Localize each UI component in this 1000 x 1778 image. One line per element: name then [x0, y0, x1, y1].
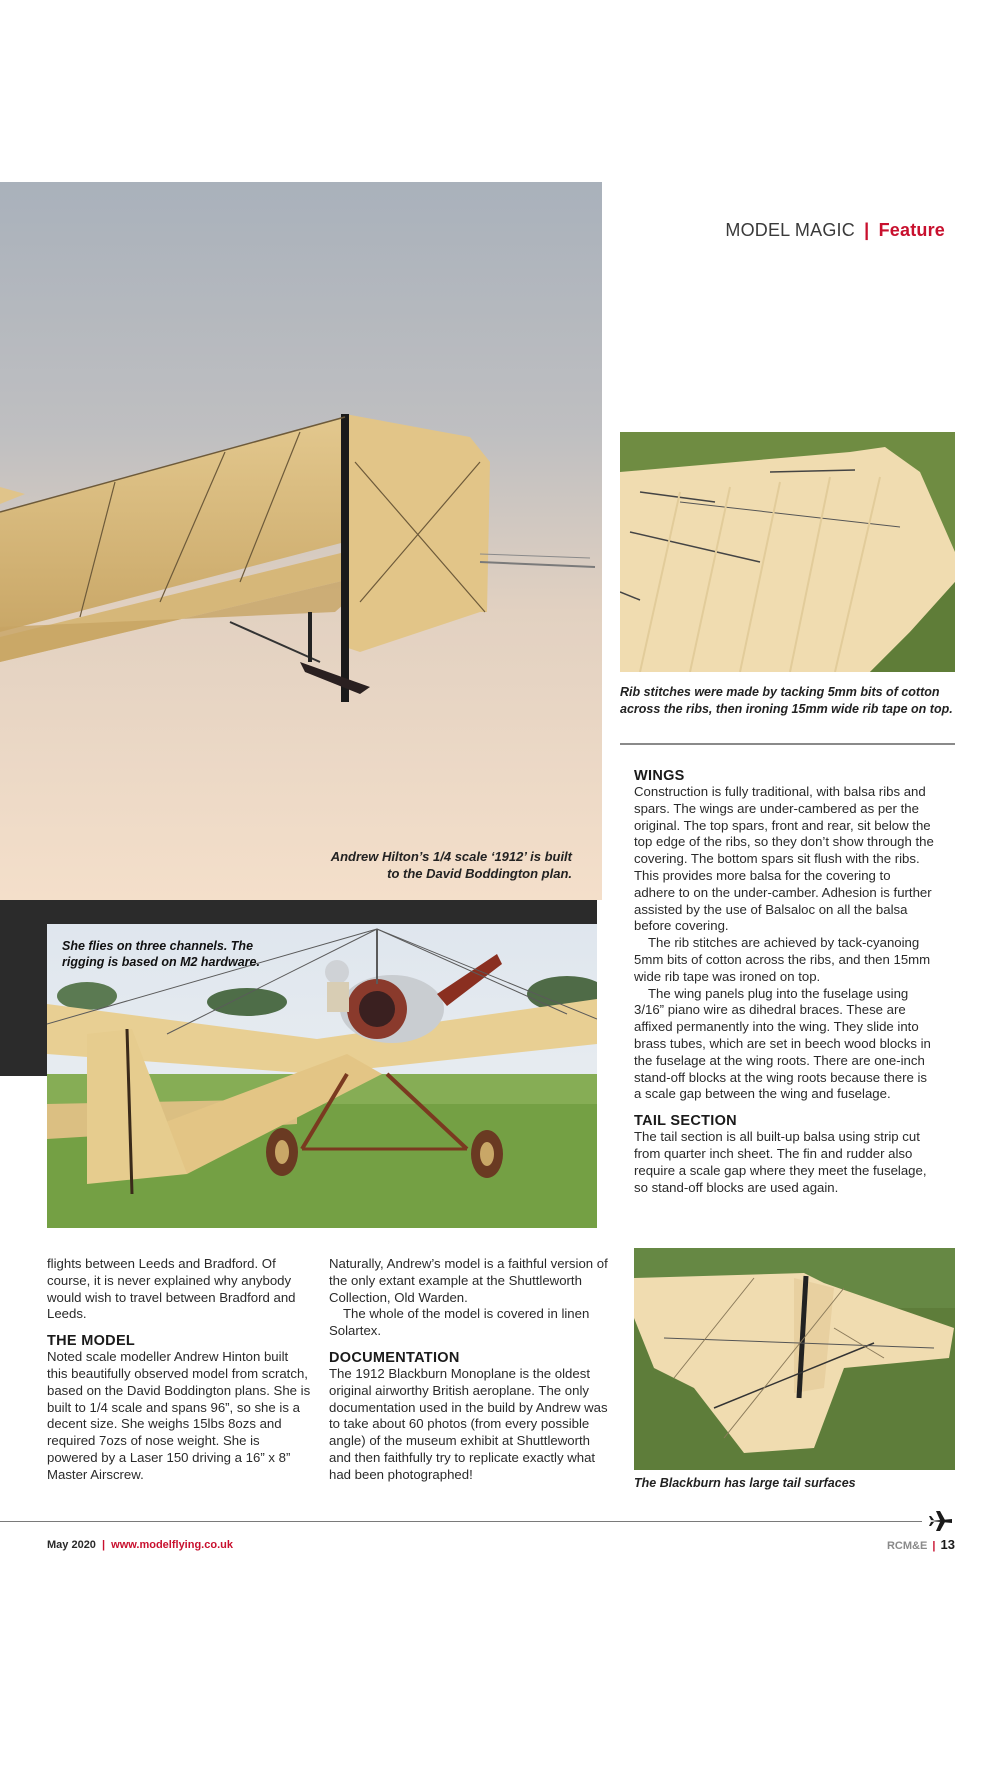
hero-caption: Andrew Hilton’s 1/4 scale ‘1912’ is built to the David Boddington plan.	[330, 849, 572, 881]
footer-left	[47, 1539, 233, 1551]
model-paragraph: Noted scale modeller Andrew Hinton built this beautifully observed model from scratch, based on the David Boddington plans. She is built to 1/4 scale and spans 96”, so she is a decent size. She weighs 15lbs 8ozs and required 7ozs of nose weight. She is powered by a Laser 150 driving a 16” x 8” Master Airscrew.	[47, 1349, 311, 1482]
hero-photo	[0, 182, 602, 900]
footer-rule	[0, 1521, 922, 1522]
rib-stitch-caption: Rib stitches were made by tacking 5mm bits of cotton across the ribs, then ironing 15mm wide rib tape on top.	[620, 685, 953, 716]
intro-paragraph: flights between Leeds and Bradford. Of course, it is never explained why anybody would wish to travel between Bradford and Leeds.	[47, 1256, 296, 1322]
column-a	[47, 1256, 312, 1484]
tail-surfaces-photo	[634, 1248, 955, 1470]
footer-page-separator: |	[932, 1540, 936, 1552]
covering-paragraph: The whole of the model is covered in linen Solartex.	[329, 1306, 590, 1339]
issue-date: May 2020	[47, 1539, 96, 1551]
documentation-paragraph: The 1912 Blackburn Monoplane is the oldest original airworthy British aeroplane. The only documentation used in the build by Andrew was to take about 60 photos (from every possible angle) of the museum exhibit at Shuttleworth and then faithfully try to replicate exactly what had been photographed!	[329, 1365, 608, 1482]
ground-caption: She flies on three channels. The rigging is based on M2 hardware.	[62, 939, 260, 969]
right-column	[634, 768, 934, 1196]
documentation-heading: DOCUMENTATION	[329, 1349, 460, 1366]
feature-label: Feature	[878, 220, 945, 240]
tail-section-heading: TAIL SECTION	[634, 1113, 737, 1130]
column-b	[329, 1256, 614, 1484]
tail-surfaces-graphic	[634, 1248, 955, 1470]
wings-paragraph-1: Construction is fully traditional, with balsa ribs and spars. The wings are under-cambered as per the original. The top spars, front and rear, sit below the top edge of the ribs, so they don’t show through the covering. The bottom spars sit flush with the ribs. This provides more balsa for the covering to adhere to on the under-camber. Adhesion is further assisted by the use of Balsaloc on all the balsa before covering.	[634, 784, 934, 934]
footer-right	[800, 1537, 955, 1552]
plane-icon	[928, 1510, 954, 1532]
footer-separator: |	[102, 1539, 106, 1551]
section-separator: |	[864, 220, 870, 240]
website-link[interactable]: www.modelflying.co.uk	[111, 1539, 233, 1551]
wings-paragraph-3: The wing panels plug into the fuselage using 3/16” piano wire as dihedral braces. These are affixed permanently into the wing. They slide into brass tubes, which are set in beech wood blocks in the fuselage at the wing roots. There are one-inch stand-off blocks at the wing roots because there is a scale gap between the wing and fuselage.	[634, 985, 931, 1102]
wings-paragraph-2: The rib stitches are achieved by tack-cyanoing 5mm bits of cotton across the ribs, and then 15mm wide rib tape was ironed on top.	[634, 935, 931, 984]
magazine-name: RCM&E	[886, 1540, 928, 1552]
model-heading: THE MODEL	[47, 1333, 136, 1350]
tail-surfaces-caption: The Blackburn has large tail surfaces	[634, 1476, 856, 1490]
rib-stitch-graphic	[620, 432, 955, 672]
extant-paragraph: Naturally, Andrew’s model is a faithful version of the only extant example at the Shuttleworth Collection, Old Warden.	[329, 1256, 608, 1305]
column-divider	[620, 743, 955, 745]
tail-section-paragraph: The tail section is all built-up balsa using strip cut from quarter inch sheet. The fin and rudder also require a scale gap where they meet the fuselage, so stand-off blocks are used again.	[634, 1129, 927, 1195]
rib-stitch-photo	[620, 432, 955, 672]
page-number: 13	[940, 1537, 955, 1552]
section-name: MODEL MAGIC	[725, 220, 855, 240]
hero-photo-graphic	[0, 182, 602, 900]
wings-heading: WINGS	[634, 768, 685, 784]
section-tag	[600, 220, 945, 241]
